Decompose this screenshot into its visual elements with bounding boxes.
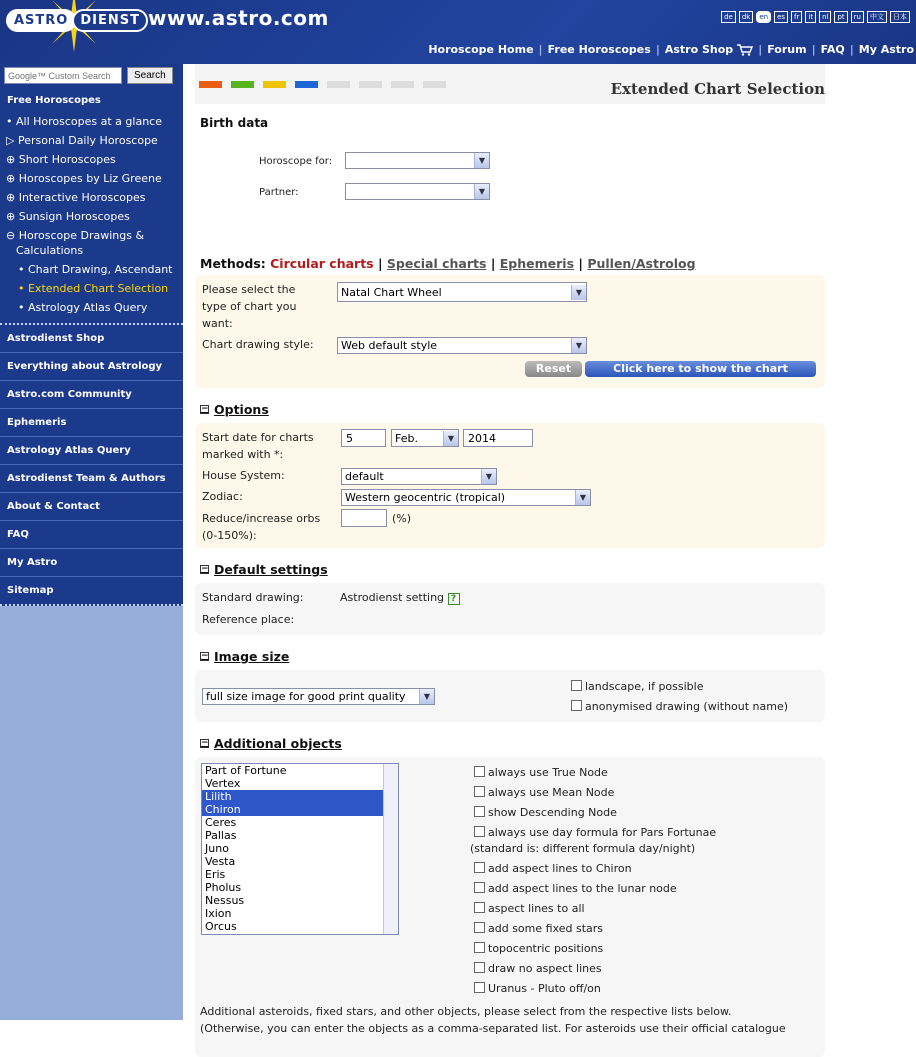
method-special-charts[interactable]: Special charts [386, 256, 487, 271]
checkbox[interactable] [474, 922, 485, 933]
partner-label: Partner: [259, 187, 299, 198]
chevron-down-icon: ▼ [571, 338, 586, 353]
checkbox-label: always use day formula for Pars Fortunae [488, 826, 717, 839]
listbox-option[interactable]: Nessus [205, 894, 245, 907]
listbox-option[interactable]: Pholus [205, 881, 242, 894]
sidebar-section[interactable]: FAQ [0, 521, 183, 549]
object-option[interactable] [474, 882, 824, 896]
separator: | [578, 256, 583, 271]
image-size-title: Image size [214, 649, 290, 664]
objects-listbox[interactable] [201, 763, 399, 935]
options-title: Options [214, 402, 269, 417]
default-settings-heading[interactable] [200, 562, 825, 577]
bullet-icon: ⊕ [6, 210, 19, 223]
progress-step [327, 81, 350, 88]
language-it[interactable]: it [805, 11, 816, 23]
sidebar-section[interactable]: Astrology Atlas Query [0, 437, 183, 465]
progress-step [359, 81, 382, 88]
checkbox-label: add some fixed stars [488, 922, 604, 935]
bullet-icon: ⊖ [6, 229, 19, 242]
nav-faq[interactable]: FAQ [820, 43, 845, 56]
additional-objects-title: Additional objects [214, 736, 342, 751]
site-url[interactable]: www.astro.com [148, 6, 329, 30]
logo-dienst-text: DIENST [72, 9, 148, 32]
additional-objects-heading[interactable] [200, 736, 825, 751]
nav-astro-shop[interactable]: Astro Shop [664, 43, 734, 56]
language-日本[interactable]: 日本 [890, 11, 910, 23]
checkbox-label: topocentric positions [488, 942, 604, 955]
day-input[interactable]: 5 [341, 429, 386, 447]
checkbox-label: aspect lines to all [488, 902, 585, 915]
start-date-label: Start date for charts marked with *: [202, 431, 314, 461]
progress-step [263, 81, 286, 88]
object-option[interactable] [474, 786, 824, 800]
orbs-unit: (%) [392, 512, 412, 525]
pars-fortunae-note: (standard is: different formula day/night) [470, 842, 696, 855]
bullet-icon: ⊕ [6, 172, 19, 185]
zodiac-value: Western geocentric (tropical) [345, 491, 506, 504]
listbox-option[interactable]: Chiron [202, 803, 398, 816]
chart-type-select[interactable] [337, 282, 587, 302]
cart-icon[interactable] [737, 44, 753, 56]
sidebar-section[interactable]: About & Contact [0, 493, 183, 521]
sidebar-link[interactable]: ▷ Personal Daily Horoscope [6, 134, 158, 147]
listbox-scrollbar[interactable] [383, 764, 398, 934]
language-ru[interactable]: ru [851, 11, 864, 23]
sidebar-link[interactable]: ⊕ Interactive Horoscopes [6, 191, 146, 204]
nav-free-horoscopes[interactable]: Free Horoscopes [547, 43, 651, 56]
listbox-option[interactable]: Part of Fortune [205, 764, 287, 777]
standard-drawing-text: Astrodienst setting [340, 591, 445, 604]
progress-step [231, 81, 254, 88]
checkbox[interactable] [474, 982, 485, 993]
show-chart-button[interactable]: Click here to show the chart [585, 361, 816, 377]
object-option[interactable] [474, 942, 824, 956]
object-option[interactable] [474, 766, 824, 780]
object-option[interactable] [474, 862, 824, 876]
chart-style-select[interactable] [337, 337, 587, 354]
landscape-checkbox[interactable] [571, 680, 582, 691]
astrodienst-logo[interactable] [6, 6, 144, 34]
listbox-option[interactable]: Ixion [205, 907, 232, 920]
methods-label: Methods: [200, 256, 266, 271]
zodiac-select[interactable] [341, 489, 591, 506]
checkbox-label: draw no aspect lines [488, 962, 602, 975]
image-size-heading[interactable] [200, 649, 825, 664]
nav-horoscope-home[interactable]: Horoscope Home [428, 43, 534, 56]
language-fr[interactable]: fr [791, 11, 802, 23]
listbox-option[interactable]: Lilith [202, 790, 398, 803]
methods-bar [200, 256, 825, 271]
sidebar-link[interactable]: ⊖ Horoscope Drawings & Calculations [6, 229, 145, 257]
search-row [0, 64, 183, 87]
bullet-icon: • [6, 115, 16, 128]
landscape-option[interactable] [571, 680, 703, 694]
landscape-label: landscape, if possible [585, 680, 704, 693]
progress-step [295, 81, 318, 88]
object-option[interactable] [474, 922, 824, 936]
progress-step [199, 81, 222, 88]
logo-astro-text: ASTRO [6, 9, 76, 32]
bullet-icon: ⊕ [6, 153, 19, 166]
listbox-option[interactable]: Pallas [205, 829, 237, 842]
chevron-down-icon: ▼ [474, 184, 489, 199]
progress-step [391, 81, 414, 88]
sidebar-section[interactable]: My Astro [0, 549, 183, 577]
checkbox-label: always use True Node [488, 766, 608, 779]
object-option[interactable] [474, 982, 824, 996]
sidebar-link[interactable]: ⊕ Horoscopes by Liz Greene [6, 172, 162, 185]
house-system-value: default [345, 470, 384, 483]
horoscope-for-select[interactable] [345, 152, 490, 169]
checkbox-label: add aspect lines to Chiron [488, 862, 632, 875]
chart-type-panel [195, 275, 825, 388]
object-option[interactable] [474, 806, 824, 820]
collapse-icon[interactable]: − [201, 404, 209, 414]
sidebar-section[interactable]: Everything about Astrology [0, 353, 183, 381]
free-horoscopes-heading[interactable]: Free Horoscopes [7, 95, 101, 106]
checkbox-label: show Descending Node [488, 806, 617, 819]
sidebar-link[interactable]: ⊕ Short Horoscopes [6, 153, 116, 166]
options-panel [195, 423, 825, 548]
options-heading[interactable] [200, 402, 825, 417]
separator: | [490, 256, 496, 271]
year-input[interactable]: 2014 [463, 429, 533, 447]
standard-drawing-value [340, 591, 460, 605]
search-button[interactable]: Search [127, 67, 173, 84]
language-selector [721, 11, 910, 23]
sidebar-sublink[interactable]: • Extended Chart Selection [18, 282, 169, 295]
orbs-input[interactable] [341, 509, 387, 527]
listbox-option[interactable]: Juno [205, 842, 229, 855]
default-settings-title: Default settings [214, 562, 328, 577]
main-content [195, 64, 825, 1057]
checkbox-label: Uranus - Pluto off/on [488, 982, 601, 995]
checkbox[interactable] [474, 882, 485, 893]
additional-footnote [195, 997, 825, 1043]
language-es[interactable]: es [774, 11, 788, 23]
partner-select[interactable] [345, 183, 490, 200]
sidebar-section[interactable]: Ephemeris [0, 409, 183, 437]
page-title: Extended Chart Selection [610, 80, 825, 98]
listbox-option[interactable]: Ceres [205, 816, 237, 829]
sidebar-section[interactable]: Sitemap [0, 577, 183, 606]
month-select[interactable] [391, 429, 459, 447]
default-settings-panel [195, 583, 825, 635]
language-中文[interactable]: 中文 [867, 11, 887, 23]
listbox-option[interactable]: Vesta [205, 855, 236, 868]
help-icon[interactable]: ? [448, 593, 460, 605]
collapse-icon[interactable]: − [201, 564, 209, 574]
sidebar-sublink[interactable]: • Chart Drawing, Ascendant [18, 263, 173, 276]
sidebar-link[interactable]: ⊕ Sunsign Horoscopes [6, 210, 130, 223]
orbs-label: Reduce/increase orbs (0-150%): [202, 512, 321, 542]
sidebar-links [0, 112, 183, 317]
standard-drawing-label: Standard drawing: [202, 591, 304, 604]
anonymised-option[interactable] [571, 700, 788, 714]
progress-steps [195, 64, 825, 104]
footnote-line-1: Additional asteroids, fixed stars, and other objects, please select from the respective lists below. [200, 1005, 732, 1018]
nav-forum[interactable]: Forum [767, 43, 807, 56]
collapse-icon[interactable]: − [201, 651, 209, 661]
checkbox[interactable] [474, 942, 485, 953]
checkbox[interactable] [474, 962, 485, 973]
reset-button[interactable]: Reset [525, 361, 582, 377]
search-input[interactable] [4, 67, 122, 84]
language-dk[interactable]: dk [739, 11, 754, 23]
additional-objects-panel [195, 757, 825, 1057]
checkbox[interactable] [474, 786, 485, 797]
image-size-panel [195, 670, 825, 722]
separator: | [377, 256, 383, 271]
house-system-select[interactable] [341, 468, 497, 485]
house-system-label: House System: [202, 469, 285, 482]
object-checkboxes [470, 766, 824, 1002]
checkbox[interactable] [474, 862, 485, 873]
site-header [0, 0, 916, 64]
birth-data-heading: Birth data [200, 116, 269, 130]
object-option[interactable] [474, 902, 824, 916]
chevron-down-icon: ▼ [481, 469, 496, 484]
chevron-down-icon: ▼ [419, 689, 434, 704]
horoscope-for-label: Horoscope for: [259, 156, 333, 167]
reference-place-label: Reference place: [202, 613, 295, 626]
language-en[interactable]: en [756, 11, 771, 23]
chart-style-value: Web default style [341, 339, 438, 352]
chart-type-label: Please select the type of chart you want: [202, 283, 297, 330]
chevron-down-icon: ▼ [443, 431, 458, 446]
zodiac-label: Zodiac: [202, 490, 243, 503]
listbox-option[interactable]: Eris [205, 868, 226, 881]
sidebar-section[interactable]: Astrodienst Shop [0, 325, 183, 353]
listbox-option[interactable]: Vertex [205, 777, 241, 790]
checkbox-label: add aspect lines to the lunar node [488, 882, 677, 895]
sidebar-section[interactable]: Astrodienst Team & Authors [0, 465, 183, 493]
language-de[interactable]: de [721, 11, 736, 23]
sidebar-section[interactable]: Astro.com Community [0, 381, 183, 409]
language-pt[interactable]: pt [834, 11, 847, 23]
sidebar-sections [0, 325, 183, 606]
image-size-select[interactable] [202, 688, 435, 705]
checkbox[interactable] [474, 766, 485, 777]
anonymised-label: anonymised drawing (without name) [585, 700, 789, 713]
sidebar-link[interactable]: • All Horoscopes at a glance [6, 115, 162, 128]
chart-style-label: Chart drawing style: [202, 338, 314, 351]
sidebar [0, 64, 183, 1020]
collapse-icon[interactable]: − [201, 738, 209, 748]
bullet-icon: ⊕ [6, 191, 19, 204]
footnote-line-2: (Otherwise, you can enter the objects as a comma-separated list. For asteroids use their official catalogue [200, 1022, 786, 1035]
bullet-icon: ▷ [6, 134, 18, 147]
language-nl[interactable]: nl [819, 11, 831, 23]
image-size-value: full size image for good print quality [206, 690, 406, 703]
chevron-down-icon: ▼ [575, 490, 590, 505]
object-option[interactable] [474, 962, 824, 976]
progress-step [423, 81, 446, 88]
month-value: Feb. [395, 431, 418, 445]
chart-type-value: Natal Chart Wheel [341, 285, 442, 299]
sidebar-sublink[interactable]: • Astrology Atlas Query [18, 301, 148, 314]
chevron-down-icon: ▼ [474, 153, 489, 168]
checkbox[interactable] [474, 826, 485, 837]
method-circular-charts[interactable]: Circular charts [270, 256, 374, 271]
method-pullen-astrolog[interactable]: Pullen/Astrolog [587, 256, 696, 271]
checkbox[interactable] [474, 902, 485, 913]
anonymised-checkbox[interactable] [571, 700, 582, 711]
object-option[interactable] [474, 826, 824, 840]
listbox-option[interactable]: Orcus [205, 920, 237, 933]
nav-my-astro[interactable]: My Astro [858, 43, 914, 56]
chevron-down-icon: ▼ [571, 285, 586, 300]
checkbox-label: always use Mean Node [488, 786, 615, 799]
top-navigation: Horoscope Home | Free Horoscopes | Astro Shop | Forum | FAQ | My Astro [428, 43, 914, 56]
method-ephemeris[interactable]: Ephemeris [499, 256, 575, 271]
checkbox[interactable] [474, 806, 485, 817]
